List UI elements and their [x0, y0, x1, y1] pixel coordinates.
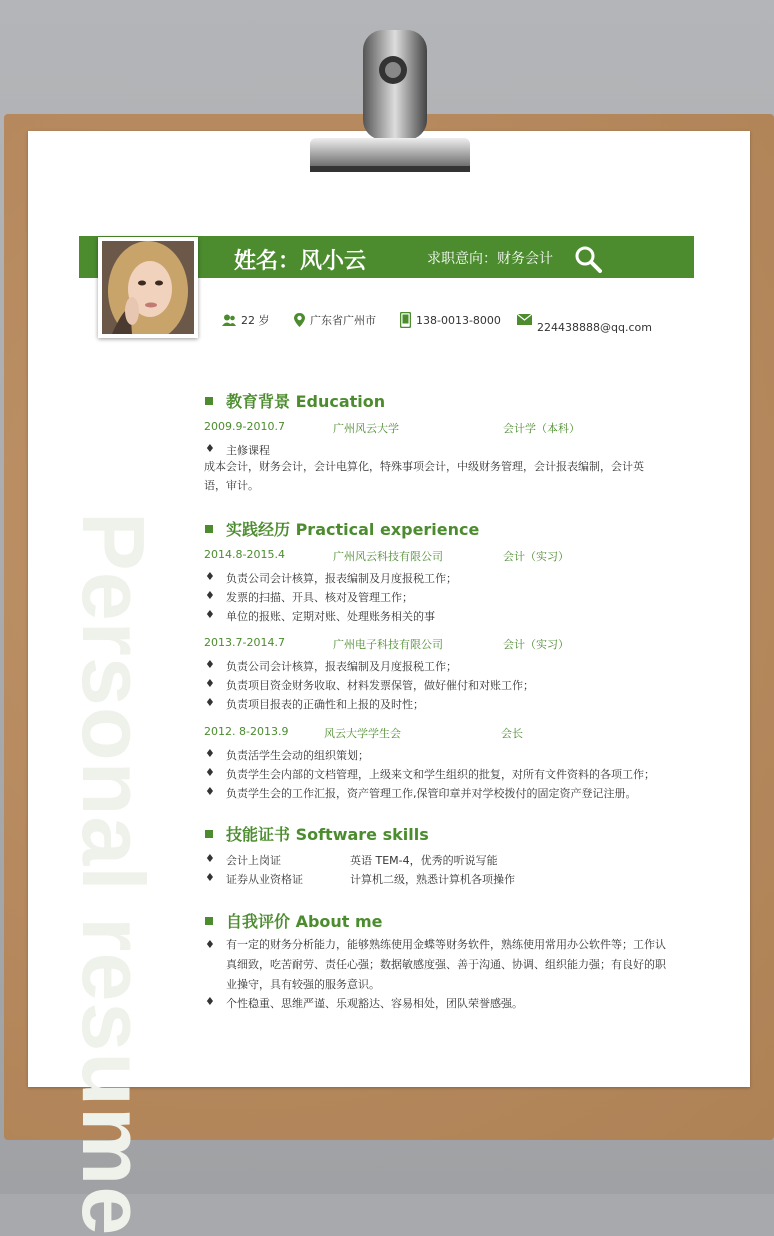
section-marker: [205, 525, 213, 533]
job-item: 单位的报账、定期对账、处理账务相关的事: [226, 610, 435, 623]
job-org: 广州电子科技有限公司: [333, 638, 443, 651]
job-item: 负责公司会计核算，报表编制及月度报税工作；: [226, 660, 457, 673]
avatar: [98, 237, 198, 338]
job-item: 负责公司会计核算，报表编制及月度报税工作；: [226, 572, 457, 585]
location-text: 广东省广州市: [310, 314, 376, 327]
skill-right: 计算机二级，熟悉计算机各项操作: [350, 873, 515, 886]
skill-left: 会计上岗证: [226, 854, 281, 867]
education-heading: [205, 389, 385, 412]
bullet-glyph: ♦: [205, 766, 215, 779]
phone-text: 138-0013-8000: [416, 313, 501, 327]
email-info: [517, 314, 652, 334]
education-major: 会计学（本科）: [503, 422, 580, 435]
course-list: 成本会计，财务会计，会计电算化，特殊事项会计，中级财务管理，会计报表编制，会计英语，审计。: [204, 460, 644, 492]
portrait-image: [102, 241, 194, 334]
bullet-glyph: ♦: [205, 785, 215, 798]
skill-left: 证券从业资格证: [226, 873, 303, 886]
job-item: 负责项目报表的正确性和上报的及时性；: [226, 698, 424, 711]
bullet-glyph: ♦: [205, 658, 215, 671]
bullet-glyph: ♦: [205, 589, 215, 602]
bullet-glyph: ♦: [205, 696, 215, 709]
job-item: 负责项目资金财务收取、材料发票保管，做好催付和对账工作；: [226, 679, 534, 692]
job-item: 负责活学生会动的组织策划；: [226, 749, 369, 762]
skills-heading: [205, 822, 429, 845]
mail-icon: [517, 314, 532, 325]
job-intent: 求职意向：财务会计: [427, 251, 553, 267]
age-info: [222, 312, 270, 328]
job-org: 广州风云科技有限公司: [333, 550, 443, 563]
education-date: 2009.9-2010.7: [204, 420, 285, 433]
bullet-glyph: ♦: [205, 677, 215, 690]
location-info: [294, 312, 376, 328]
bullet-glyph: ♦: [205, 852, 215, 865]
job-org: 风云大学学生会: [324, 727, 401, 740]
search-icon: [574, 245, 602, 273]
phone-icon: [400, 312, 411, 328]
job-date: 2012. 8-2013.9: [204, 725, 289, 738]
email-text: 224438888@qq.com: [537, 321, 652, 334]
age-text: 22 岁: [241, 314, 270, 327]
job-role: 会计（实习）: [503, 550, 569, 563]
bullet-glyph: ♦: [205, 747, 215, 760]
phone-info: [400, 312, 501, 328]
bullet-glyph: ♦: [205, 995, 215, 1008]
location-pin-icon: [294, 313, 305, 327]
bullet-glyph: ♦: [205, 608, 215, 621]
education-school: 广州风云大学: [333, 422, 399, 435]
job-item: 负责学生会的工作汇报，资产管理工作,保管印章并对学校拨付的固定资产登记注册。: [226, 787, 637, 800]
job-date: 2014.8-2015.4: [204, 548, 285, 561]
course-label: 主修课程: [226, 444, 270, 457]
job-role: 会长: [501, 727, 523, 740]
watermark-text: Personal resume: [64, 512, 163, 1236]
education-title: 教育背景 Education: [226, 392, 386, 411]
user-icon: [222, 314, 236, 326]
about-title: 自我评价 About me: [226, 912, 383, 931]
section-marker: [205, 830, 213, 838]
about-heading: [205, 909, 383, 932]
skills-title: 技能证书 Software skills: [226, 825, 429, 844]
bullet-glyph: ♦: [205, 442, 215, 455]
experience-heading: [205, 517, 479, 540]
experience-title: 实践经历 Practical experience: [226, 520, 480, 539]
bullet-glyph: ♦: [205, 938, 215, 951]
job-date: 2013.7-2014.7: [204, 636, 285, 649]
binder-clip-icon: [305, 28, 475, 178]
job-item: 负责学生会内部的文档管理，上级来文和学生组织的批复，对所有文件资料的各项工作；: [226, 768, 655, 781]
bullet-glyph: ♦: [205, 871, 215, 884]
about-paragraph: 有一定的财务分析能力，能够熟练使用金蝶等财务软件，熟练使用常用办公软件等；工作认真细致，吃苦耐劳、责任心强；数据敏感度强、善于沟通、协调、组织能力强；有良好的职业操守，具有较强的服务意识。: [226, 938, 666, 991]
bullet-glyph: ♦: [205, 570, 215, 583]
section-marker: [205, 397, 213, 405]
skill-right: 英语 TEM-4，优秀的听说写能: [350, 854, 498, 867]
job-item: 发票的扫描、开具、核对及管理工作；: [226, 591, 413, 604]
section-marker: [205, 917, 213, 925]
about-paragraph: 个性稳重、思维严谨、乐观豁达、容易相处，团队荣誉感强。: [226, 997, 523, 1010]
job-role: 会计（实习）: [503, 638, 569, 651]
candidate-name: 姓名：风小云: [234, 249, 367, 274]
